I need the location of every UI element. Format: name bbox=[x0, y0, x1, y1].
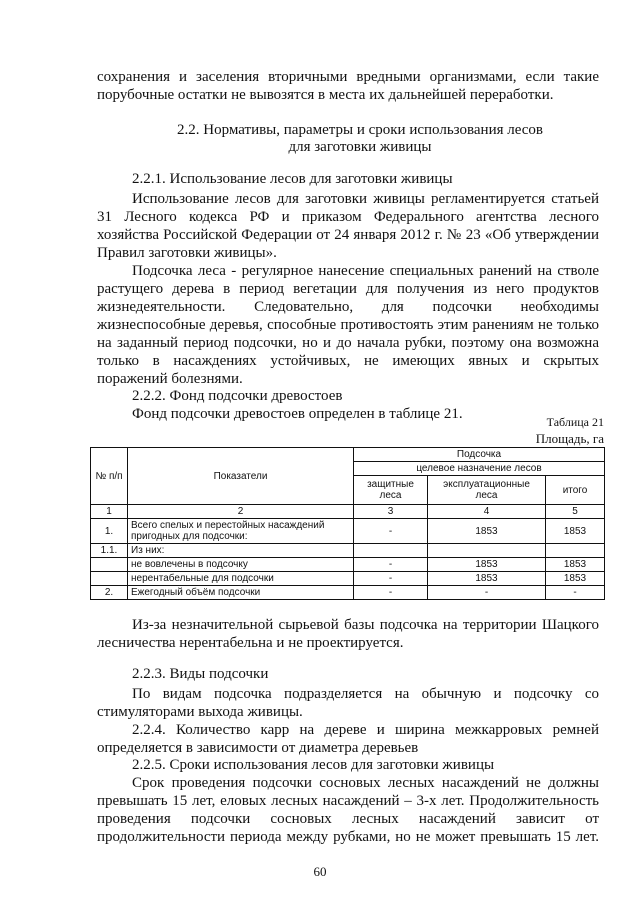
sub221-para1-line-2: 31 Лесного кодекса РФ и приказом Федерального агентства лесного bbox=[97, 209, 599, 225]
row-operational: - bbox=[428, 586, 546, 600]
table-row bbox=[91, 544, 605, 558]
row-label: Ежегодный объём подсочки bbox=[128, 586, 354, 600]
header-purpose: целевое назначение лесов bbox=[354, 462, 605, 476]
header-indicators: Показатели bbox=[128, 448, 354, 505]
header-podsochka: Подсочка bbox=[354, 448, 605, 462]
row-protective bbox=[354, 544, 428, 558]
sub223-para-line-1: По видам подсочка подразделяется на обычную и подсочку со bbox=[132, 686, 599, 702]
sub225-heading: 2.2.5. Сроки использования лесов для заготовки живицы bbox=[132, 757, 495, 773]
col-num: 1 bbox=[91, 505, 128, 519]
sub221-para2-line-4: жизнеспособные деревья, способные противостоять этим ранениям не только bbox=[97, 317, 599, 333]
row-total: 1853 bbox=[546, 572, 605, 586]
row-label: не вовлечены в подсочку bbox=[128, 558, 354, 572]
col-num: 5 bbox=[546, 505, 605, 519]
col-num: 4 bbox=[428, 505, 546, 519]
row-num: 1.1. bbox=[91, 544, 128, 558]
row-operational: 1853 bbox=[428, 572, 546, 586]
row-operational bbox=[428, 544, 546, 558]
row-total bbox=[546, 544, 605, 558]
row-operational: 1853 bbox=[428, 558, 546, 572]
section-title-line-1: 2.2. Нормативы, параметры и сроки использования лесов bbox=[177, 122, 543, 138]
table-row bbox=[91, 572, 605, 586]
row-num: 1. bbox=[91, 519, 128, 544]
sub221-para2-line-5: на заданный период подсочки, но и до начала рубки, поэтому она возможна bbox=[97, 335, 599, 351]
header-operational: эксплуатационные леса bbox=[428, 476, 546, 505]
sub221-para1-line-3: хозяйства Российской Федерации от 24 января 2012 г. № 23 «Об утверждении bbox=[97, 227, 599, 243]
area-label: Площадь, га bbox=[535, 431, 604, 446]
row-protective: - bbox=[354, 586, 428, 600]
sub221-para1-line-1: Использование лесов для заготовки живицы регламентируется статьей bbox=[132, 191, 599, 207]
page-number: 60 bbox=[313, 864, 327, 879]
intro-line-2: порубочные остатки не вывозятся в места их дальнейшей переработки. bbox=[97, 87, 554, 103]
sub224-para-line-2: определяется в зависимости от диаметра деревьев bbox=[97, 740, 419, 756]
sub221-para2-line-3: жизнедеятельности. Следовательно, для подсочки необходимы bbox=[97, 299, 599, 315]
sub225-para-line-2: превышать 15 лет, еловых лесных насаждений – 3-х лет. Продолжительность bbox=[97, 793, 599, 809]
sub221-para2-line-2: растущего дерева в период вегетации для получения из него продуктов bbox=[97, 281, 599, 297]
header-total: итого bbox=[546, 476, 605, 505]
sub221-para1-line-4: Правил заготовки живицы». bbox=[97, 245, 277, 261]
row-num: 2. bbox=[91, 586, 128, 600]
row-operational: 1853 bbox=[428, 519, 546, 544]
table-row bbox=[91, 519, 605, 544]
col-num: 3 bbox=[354, 505, 428, 519]
row-protective: - bbox=[354, 519, 428, 544]
sub221-para2-line-1: Подсочка леса - регулярное нанесение специальных ранений на стволе bbox=[132, 263, 599, 279]
sub224-para-line-1: 2.2.4. Количество карр на дереве и ширина межкарровых ремней bbox=[132, 722, 599, 738]
table-label: Таблица 21 bbox=[546, 415, 604, 429]
sub222-heading: 2.2.2. Фонд подсочки древостоев bbox=[132, 388, 343, 404]
sub225-para-line-1: Срок проведения подсочки сосновых лесных насаждений не должны bbox=[132, 775, 599, 791]
sub225-para-line-3: проведения подсочки сосновых лесных насаждений зависит от bbox=[97, 811, 599, 827]
sub222-intro: Фонд подсочки древостоев определен в таблице 21. bbox=[132, 406, 463, 422]
sub221-para2-line-6: только в насаждениях устойчивых, не имеющих явных и скрытых bbox=[97, 353, 599, 369]
section-title-line-2: для заготовки живицы bbox=[288, 139, 432, 155]
column-number-row bbox=[91, 505, 605, 519]
after-table-line-1: Из-за незначительной сырьевой базы подсочка на территории Шацкого bbox=[132, 617, 599, 633]
header-protective: защитные леса bbox=[354, 476, 428, 505]
row-num bbox=[91, 572, 128, 586]
row-total: - bbox=[546, 586, 605, 600]
sub223-para-line-2: стимуляторами выхода живицы. bbox=[97, 704, 303, 720]
table-row bbox=[91, 558, 605, 572]
row-label: нерентабельные для подсочки bbox=[128, 572, 354, 586]
sub221-heading: 2.2.1. Использование лесов для заготовки живицы bbox=[132, 171, 453, 187]
row-total: 1853 bbox=[546, 519, 605, 544]
sub221-para2-line-7: поражений болезнями. bbox=[97, 371, 243, 387]
row-protective: - bbox=[354, 558, 428, 572]
after-table-line-2: лесничества нерентабельна и не проектируется. bbox=[97, 635, 404, 651]
sub225-para-line-4: продолжительности периода между рубками, но не может превышать 15 лет. bbox=[97, 829, 599, 845]
row-num bbox=[91, 558, 128, 572]
table-row bbox=[91, 586, 605, 600]
row-label: Всего спелых и перестойных насаждений пригодных для подсочки: bbox=[128, 519, 354, 544]
row-total: 1853 bbox=[546, 558, 605, 572]
col-num: 2 bbox=[128, 505, 354, 519]
row-protective: - bbox=[354, 572, 428, 586]
intro-line-1: сохранения и заселения вторичными вредными организмами, если такие bbox=[97, 69, 599, 85]
row-label: Из них: bbox=[128, 544, 354, 558]
table-21 bbox=[90, 447, 605, 600]
header-num: № п/п bbox=[91, 448, 128, 505]
sub223-heading: 2.2.3. Виды подсочки bbox=[132, 666, 269, 682]
